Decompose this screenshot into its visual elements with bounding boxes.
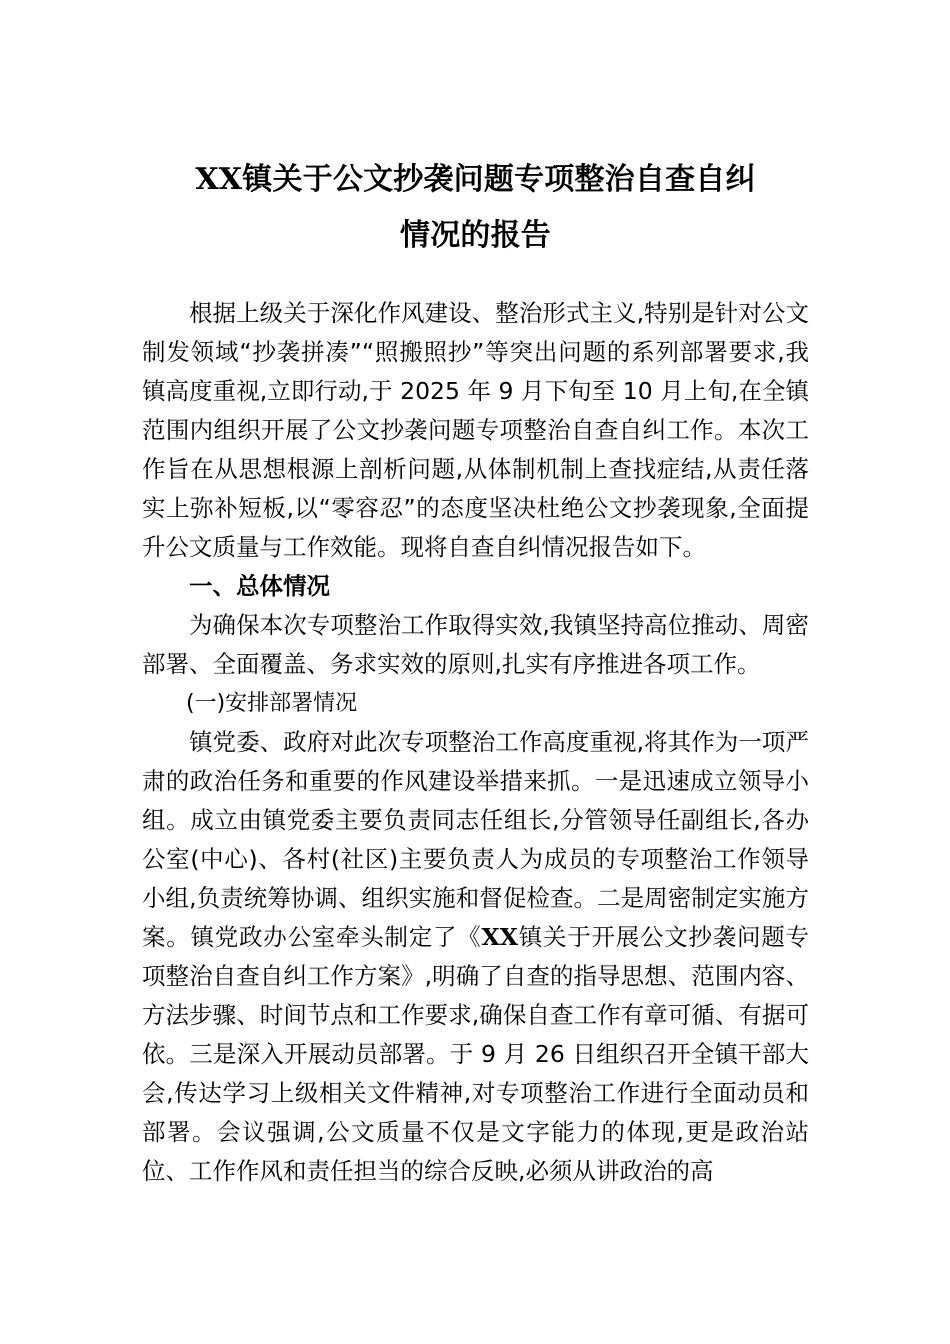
section-heading-one: 一、总体情况 [189, 572, 330, 600]
body-text: 镇关于开展公文抄袭问题专项整治自查自纠工作方案》,明确了自查的指导思想、范围内容、方法步骤、时间节点和工作要求,确保自查工作有章可循、有据可依。三是深入开展动员部署。于 9 月 26 日组织召开全镇干部大会,传达学习上级相关文件精神,对专项整治工作进行全面动员和部署。会议强调,公文质量不仅是文字能力的体现,更是政治站位、工作作风和责任担当的综合反映,必须从讲政治的高 [142, 923, 810, 1185]
overall-situation-paragraph: 为确保本次专项整治工作取得实效,我镇坚持高位推动、周密部署、全面覆盖、务求实效的原则,扎实有序推进各项工作。 [142, 611, 809, 678]
title-line-1: XX镇关于公文抄袭问题专项整治自查自纠 [195, 162, 756, 197]
page-title [142, 0, 809, 264]
deployment-paragraph [142, 723, 809, 1191]
emphasis-text: XX [481, 923, 518, 951]
subsection-heading-one: (一)安排部署情况 [186, 691, 358, 716]
body-text: 镇党委、政府对此次专项整治工作高度重视,将其作为一项严肃的政治任务和重要的作风建设举措来抓。一是迅速成立领导小组。成立由镇党委主要负责同志任组长,分管领导任副组长,各办公室(中心)、各村(社区)主要负责人为成员的专项整治工作领导小组,负责统筹协调、组织实施和督促检查。二是周密制定实施方案。镇党政办公室牵头制定了《 [142, 728, 809, 951]
intro-paragraph: 根据上级关于深化作风建设、整治形式主义,特别是针对公文制发领域“抄袭拼凑”“照搬照抄”等突出问题的系列部署要求,我镇高度重视,立即行动,于 2025 年 9 月下旬至 10 月上旬,在全镇范围内组织开展了公文抄袭问题专项整治自查自纠工作。本次工作旨在从思想根源上剖析问题,从体制机制上查找症结,从责任落实上弥补短板,以“零容忍”的态度坚决杜绝公文抄袭现象,全面提升公文质量与工作效能。现将自查自纠情况报告如下。 [142, 299, 809, 561]
title-line-2: 情况的报告 [400, 218, 551, 253]
document-body [142, 294, 809, 1191]
page-content [142, 0, 809, 1191]
